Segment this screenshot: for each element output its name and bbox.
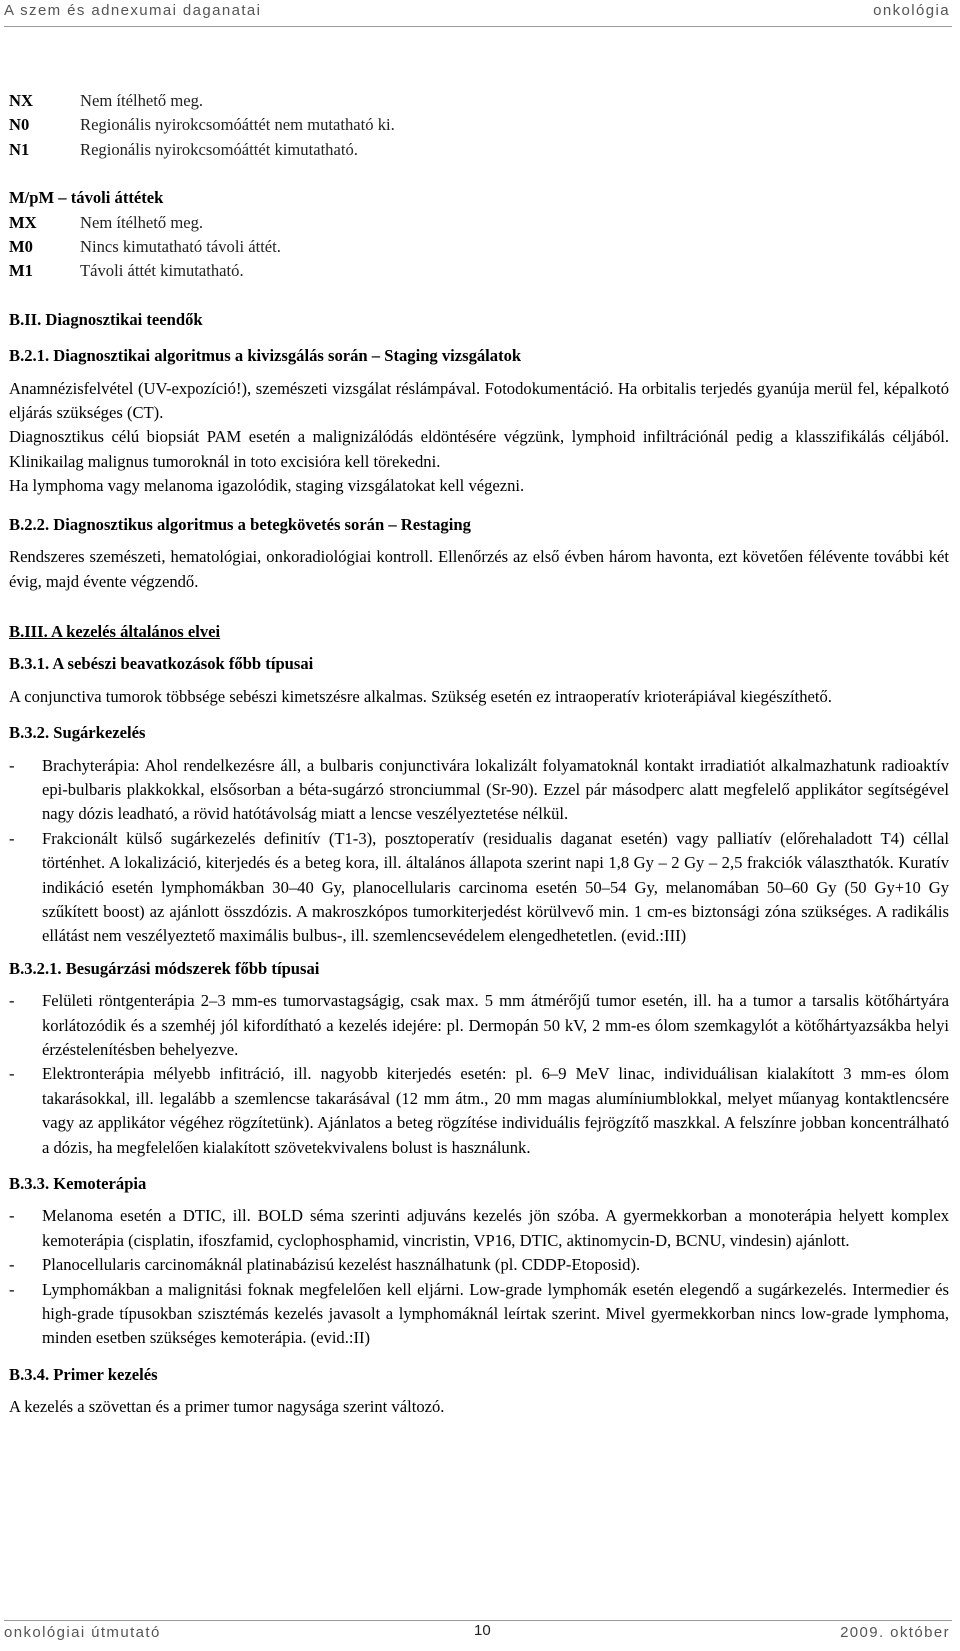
page-footer — [4, 1624, 950, 1646]
tnm-row — [9, 211, 949, 235]
tnm-code: N1 — [9, 139, 30, 159]
list-item-text: Lymphomákban a malignitási foknak megfelelően kell eljárni. Low-grade lymphomák esetén elegendő a sugárkezelés. Intermedier és high-grade típusokban szisztémás kezelés javasolt a lymphomáknál leírtak szerint. Mivel gyermekkorban nincs low-grade lymphoma, minden esetben szükséges kemoterápia. (evid.:II) — [42, 1279, 949, 1348]
m-category-title: M/pM – távoli áttétek — [9, 188, 164, 208]
tnm-code: M1 — [9, 261, 33, 281]
footer-rule — [4, 1620, 952, 1621]
list-item-text: Melanoma esetén a DTIC, ill. BOLD séma szerinti adjuváns kezelés jön szóba. A gyermekkorban a monoterápia helyett komplex kemoterápia (cisplatin, ifoszfamid, cyclophosphamid, vincristin, VP16, DTIC, aktinomycin-D, BCNU, vindesin) ajánlott. — [42, 1206, 949, 1250]
list-item-text: Brachyterápia: Ahol rendelkezésre áll, a bulbaris conjunctivára lokalizált folyamatoknál kontakt irradiatiót alkalmazhatunk radioaktív epi-bulbaris plakkokkal, elsősorban a béta-sugárzó stronciummal (Sr-90). Ezzel pár másodperc alatt megfelelő applikátor segítségével nagy dózis leadható, a rövid hatótávolság miatt a lencse veszélyeztetése nélkül. — [42, 755, 949, 824]
list-dash: - — [9, 1064, 15, 1084]
list-dash: - — [9, 1255, 15, 1275]
subsection-heading: B.3.1. A sebészi beavatkozások főbb típusai — [9, 654, 314, 674]
tnm-text: Regionális nyirokcsomóáttét nem mutatható ki. — [80, 115, 395, 135]
paragraph: A conjunctiva tumorok többsége sebészi kimetszésre alkalmas. Szükség esetén ez intraoperatív krioterápiával kiegészíthető. — [9, 686, 832, 706]
subsection-heading: B.2.1. Diagnosztikai algoritmus a kivizsgálás során – Staging vizsgálatok — [9, 346, 522, 366]
tnm-row — [9, 89, 949, 113]
tnm-code: MX — [9, 212, 37, 232]
tnm-row — [9, 259, 949, 283]
footer-date: 2009. október — [840, 1624, 950, 1641]
tnm-row — [9, 138, 949, 162]
subsection-heading: B.3.2. Sugárkezelés — [9, 723, 146, 743]
section-heading: B.II. Diagnosztikai teendők — [9, 309, 203, 329]
tnm-text: Regionális nyirokcsomóáttét kimutatható. — [80, 139, 358, 159]
subsection-heading: B.2.2. Diagnosztikus algoritmus a betegkövetés során – Restaging — [9, 514, 471, 534]
list-item-text: Elektronterápia mélyebb infitráció, ill. nagyobb kiterjedés esetén: pl. 6–9 MeV linac, individuálisan kialakított 3 mm-es ólom takarásokkal, ill. legalább a szemlencse takarásával (12 mm átm., 20 mm magas alumíniumblokkal, melyet műanyag kontaktlencsére vagy az applikátor végéhez rögzítetünk). Ajánlatos a beteg rögzítése individuális fejrögzítő maszkkal. A felszínre jobban koncentrálható a dózis, ha megfelelően kialakított szövetekvivalens bolust is használunk. — [42, 1064, 949, 1157]
chemotherapy-list — [9, 1204, 949, 1350]
list-item-text: Frakcionált külső sugárkezelés definitív (T1-3), posztoperatív (residualis daganat esetén) vagy palliatív (előrehaladott T4) céllal történhet. A lokalizáció, kiterjedés és a beteg kora, ill. általános állapota szerint napi 1,8 Gy – 2 Gy – 2,5 frakciók választhatók. Kuratív indikáció esetén lymphomákban 30–40 Gy, planocellularis carcinoma esetén 50–54 Gy, melanomában 50–60 Gy (50 Gy+10 Gy szűkített boost) az ajánlott összdózis. A makroszkópos tumorkiterjedést körülvevő min. 1 cm-es biztonsági zóna szükséges. A radikális ellátást nem veszélyeztető maximális bulbus-, ill. szemlencsevédelem elengedhetetlen. (evid.:III) — [42, 828, 949, 946]
list-dash: - — [9, 828, 15, 848]
section-heading: B.III. A kezelés általános elvei — [9, 621, 221, 641]
tnm-text: Nem ítélhető meg. — [80, 91, 204, 110]
subsection-heading: B.3.4. Primer kezelés — [9, 1364, 158, 1384]
tnm-code: M0 — [9, 237, 33, 257]
page-header — [4, 2, 950, 24]
radiotherapy-list — [9, 754, 949, 949]
paragraph: Anamnézisfelvétel (UV-expozíció!), szemészeti vizsgálat réslámpával. Fotodokumentáció. Ha orbitalis terjedés gyanúja merül fel, képalkotó eljárás szükséges (CT). — [9, 378, 949, 423]
page-number: 10 — [474, 1622, 491, 1639]
tnm-code: N0 — [9, 115, 30, 135]
paragraph: Ha lymphoma vagy melanoma igazolódik, staging vizsgálatokat kell végezni. — [9, 476, 525, 496]
header-rule — [4, 26, 952, 27]
tnm-row — [9, 113, 949, 137]
paragraph: A kezelés a szövettan és a primer tumor nagysága szerint változó. — [9, 1397, 445, 1417]
irradiation-methods-list — [9, 989, 949, 1160]
list-item — [9, 1278, 949, 1351]
list-item-text: Planocellularis carcinomáknál platinabázisú kezelést használhatunk (pl. CDDP-Etoposid). — [42, 1255, 641, 1275]
paragraph: Rendszeres szemészeti, hematológiai, onkoradiológiai kontroll. Ellenőrzés az első évben három havonta, ezt követően félévente további két évig, majd évente végzendő. — [9, 547, 949, 591]
tnm-text: Nem ítélhető meg. — [80, 212, 204, 232]
subsection-heading: B.3.2.1. Besugárzási módszerek főbb típusai — [9, 958, 320, 978]
list-item — [9, 754, 949, 827]
list-dash: - — [9, 755, 15, 775]
list-dash: - — [9, 1206, 15, 1226]
tnm-text: Távoli áttét kimutatható. — [80, 261, 244, 281]
footer-title: onkológiai útmutató — [4, 1624, 161, 1641]
list-item — [9, 827, 949, 949]
list-item — [9, 1204, 949, 1253]
list-dash: - — [9, 1279, 15, 1299]
list-item — [9, 1253, 949, 1277]
paragraph: Diagnosztikus célú biopsiát PAM esetén a malignizálódás eldöntésére végzünk, lymphoid infiltrációnál pedig a klasszifikálás céljából. Klinikailag malignus tumoroknál in toto excisióra kell törekedni. — [9, 427, 949, 471]
header-section: onkológia — [873, 2, 950, 19]
list-item-text: Felületi röntgenterápia 2–3 mm-es tumorvastagságig, csak max. 5 mm átmérőjű tumor esetén, ill. ha a tumor a tarsalis kötőhártyára korlátozódik és a szemhéj jól kifordítható a kezelés idejére: pl. Dermopán 50 kV, 2 mm-es ólom szemkagylót a kötőhártyazsákba helyi érzéstelenítésben behelyezve. — [42, 991, 949, 1059]
list-dash: - — [9, 991, 15, 1011]
list-item — [9, 989, 949, 1062]
tnm-row — [9, 235, 949, 259]
subsection-heading: B.3.3. Kemoterápia — [9, 1174, 147, 1194]
list-item — [9, 1062, 949, 1160]
header-title: A szem és adnexumai daganatai — [4, 2, 262, 19]
tnm-code: NX — [9, 91, 33, 110]
document-body — [9, 89, 949, 1420]
tnm-text: Nincs kimutatható távoli áttét. — [80, 237, 281, 257]
